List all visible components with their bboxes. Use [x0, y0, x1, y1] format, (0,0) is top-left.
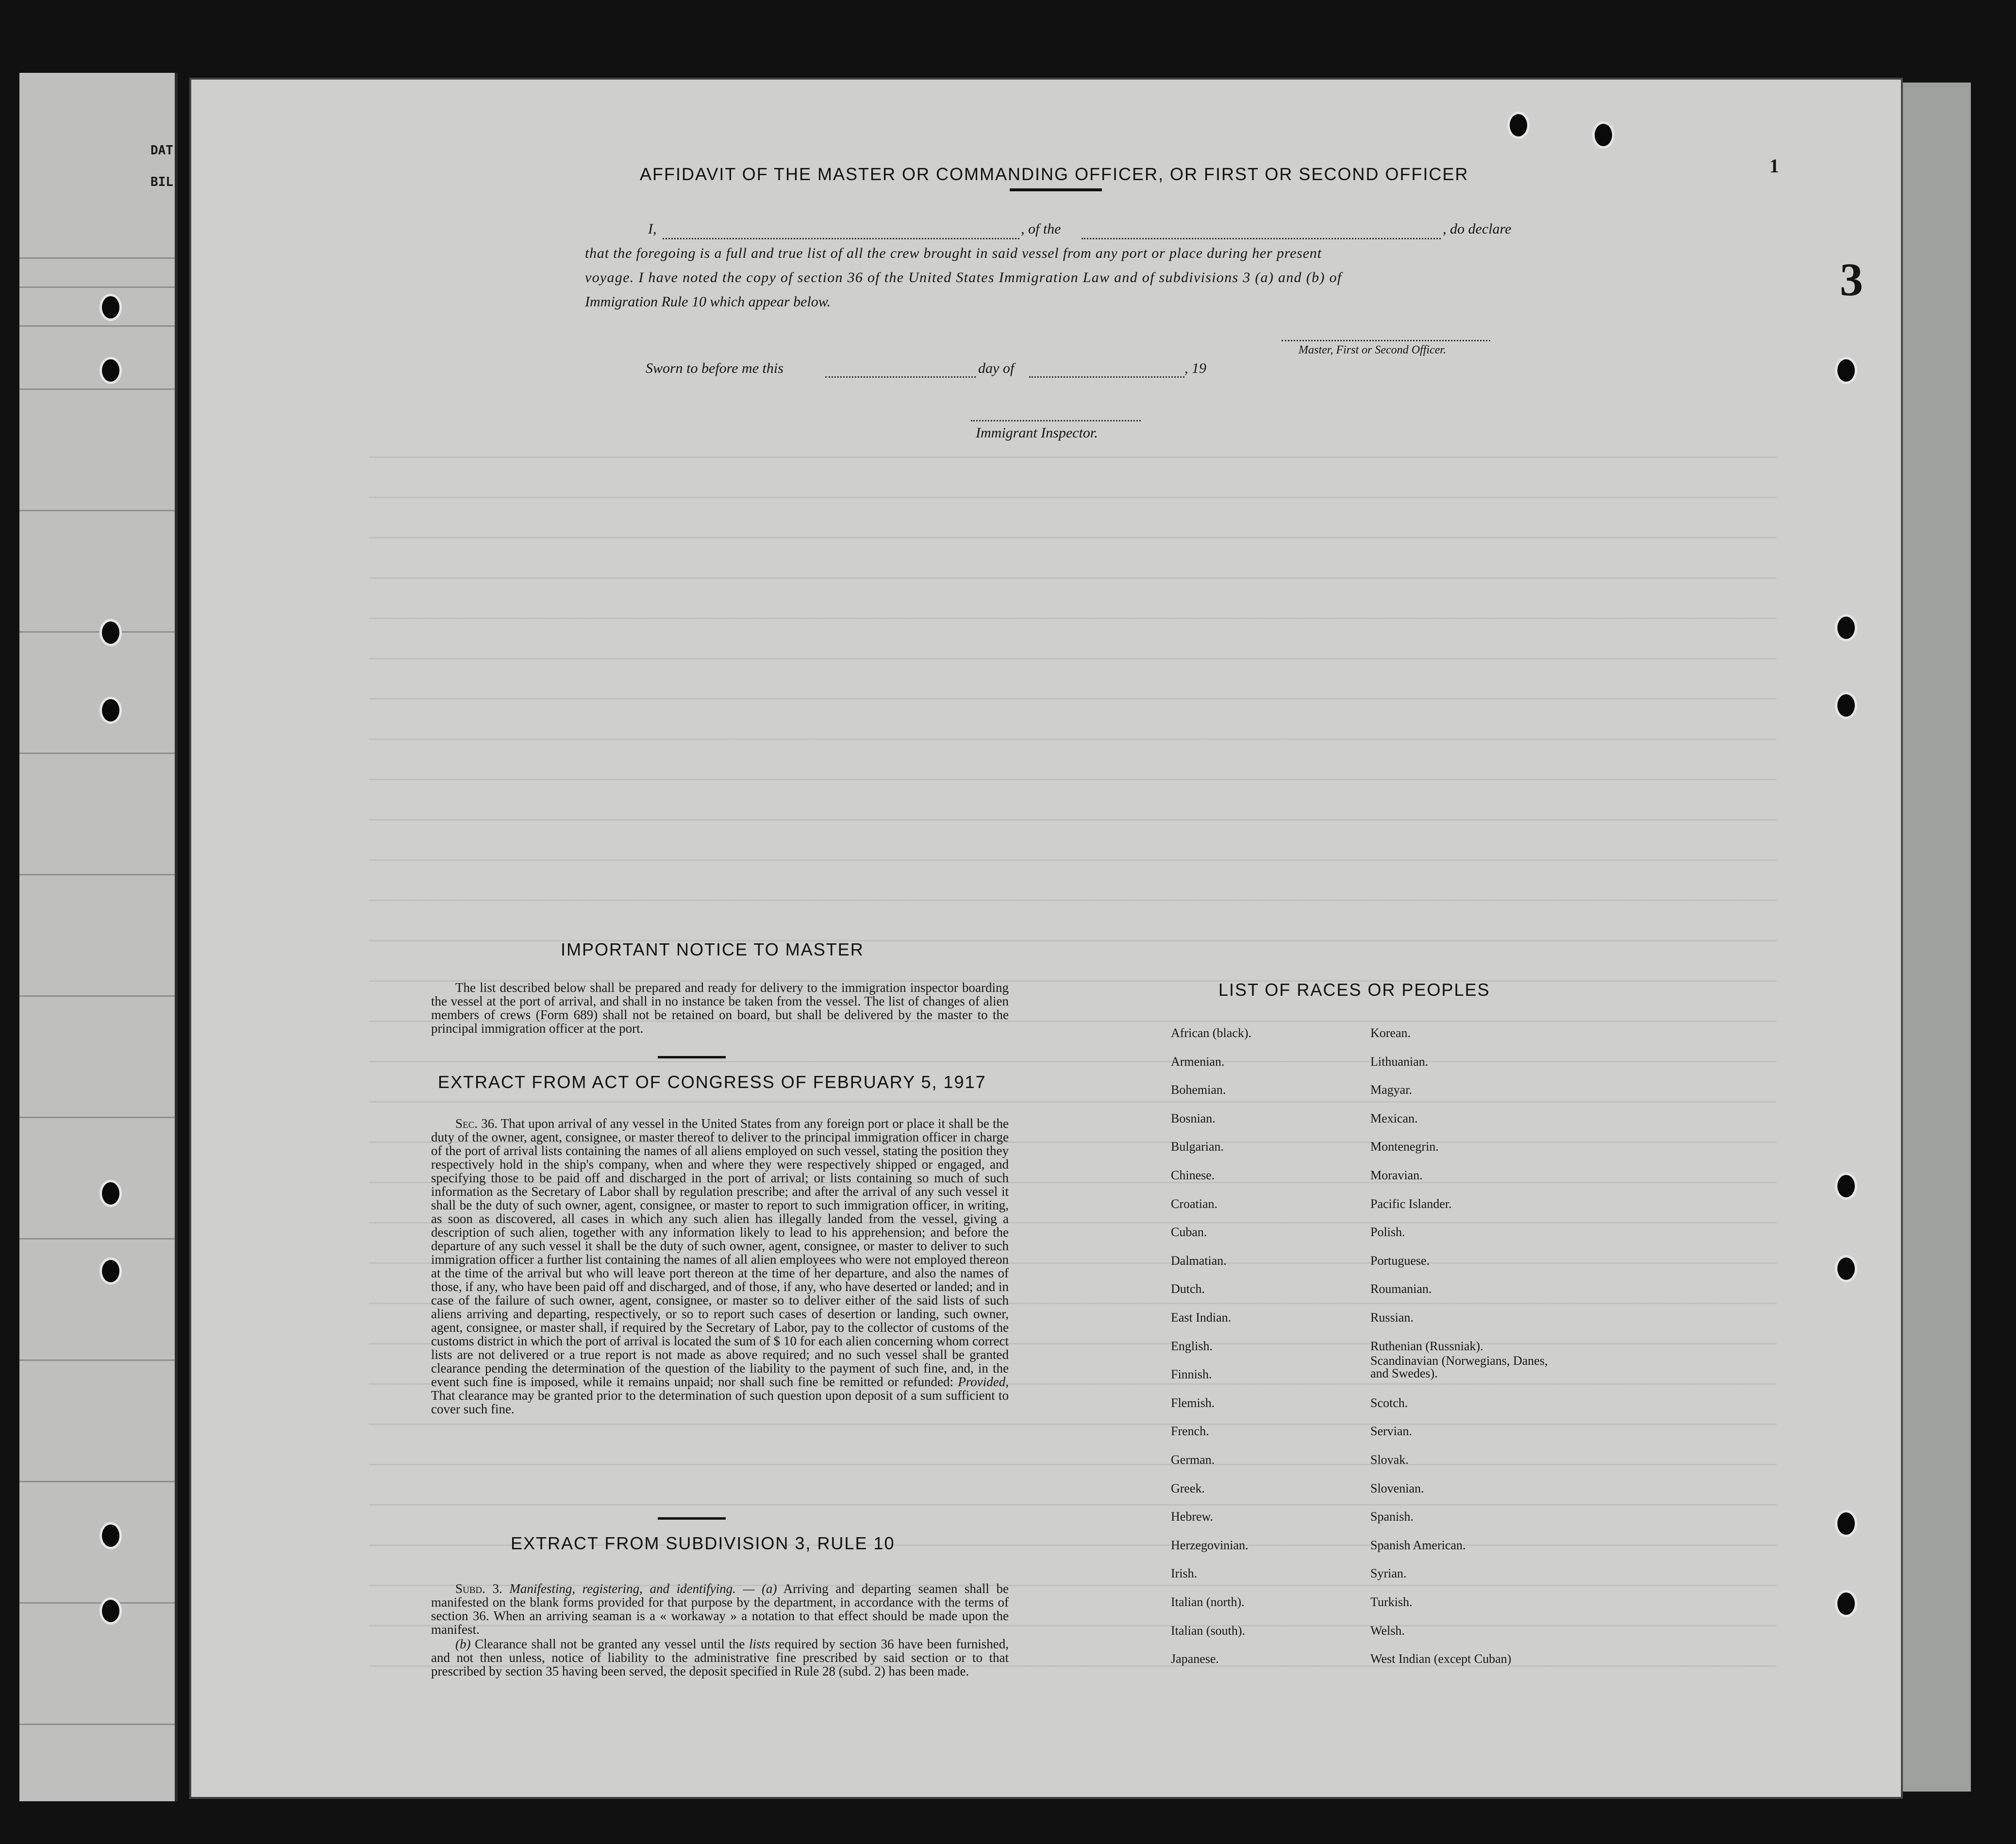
subd-label: Subd. 3.: [455, 1581, 502, 1596]
proviso-label: Provided,: [958, 1375, 1009, 1389]
race-item: German.: [1171, 1453, 1215, 1467]
page-hole: [1835, 357, 1857, 384]
race-item: Roumanian.: [1370, 1282, 1432, 1296]
affidavit-title: AFFIDAVIT OF THE MASTER OR COMMANDING OFFICER, OR FIRST OR SECOND OFFICER: [640, 164, 1469, 184]
affidavit-line4: Immigration Rule 10 which appear below.: [585, 294, 831, 310]
race-item: Russian.: [1370, 1310, 1414, 1324]
race-item: Dalmatian.: [1171, 1253, 1227, 1268]
race-item: Moravian.: [1370, 1168, 1423, 1182]
race-item: Pacific Islander.: [1370, 1196, 1452, 1211]
page-hole: [1835, 1590, 1857, 1617]
race-item: West Indian (except Cuban): [1370, 1652, 1512, 1666]
race-item: Bohemian.: [1171, 1083, 1226, 1097]
b-text-1: Clearance shall not be granted any vessel until the: [475, 1637, 745, 1651]
races-title: LIST OF RACES OR PEOPLES: [1218, 980, 1490, 1000]
section-text: That upon arrival of any vessel in the United States from any foreign port or place it shall be the duty of the owner, agent, consignee, or master thereof to deliver to the principal immigration officer in charge of the port of arrival lists containing the names of all aliens employed on such vessel, stating the position they respectively hold in the ship's company, when and where they were respectively shipped or engaged, and specifying those to be paid off and discharged in the port of arrival; or lists containing so much of such information as the Secretary of Labor shall by regulation prescribe; and after the arrival of any such vessel it shall be the duty of such owner, agent, consignee, or master to report to such immigration officer, in writing, as soon as discovered, all cases in which any such alien has illegally landed from the vessel, giving a description of such alien, together with any information likely to lead to his apprehension; and before the departure of any such vessel it shall be the duty of such owner, agent, consignee, or master to deliver to such immigration officer a further list containing the names of all alien employees who were not employed thereon at the time of the arrival but who will leave port thereon at the time of her departure, and also the names of those, if any, who have been paid off and discharged, and of those, if any, who have deserted or landed; and in case of the failure of such owner, agent, consignee, or master so to deliver either of the said lists of such aliens arriving and departing, respectively, or so to report such cases of desertion or landing, such owner, agent, consignee, or master shall, if required by the Secretary of Labor, pay to the collector of customs of the customs district in which the port of arrival is located the sum of $ 10 for each alien concerning whom correct lists are not delivered or a true report is not made as above required; and no such vessel shall be granted clearance pending the determination of the question of the liability to the payment of such fine, and, in the event such fine is imposed, while it remains unpaid; nor shall such fine be remitted or refunded:: [431, 1116, 1009, 1389]
sworn-start: Sworn to before me this: [646, 360, 783, 376]
race-item: Dutch.: [1171, 1282, 1205, 1296]
race-item: Slovenian.: [1370, 1481, 1424, 1495]
extract-rule-body-b: [431, 1637, 1009, 1678]
race-item: Scotch.: [1370, 1395, 1408, 1410]
right-edge-number: 3: [1840, 253, 1863, 305]
binder-hole: [100, 357, 122, 384]
strip-label-bill: BIL: [150, 175, 173, 189]
race-item: East Indian.: [1171, 1310, 1232, 1324]
bleed-through-area: [369, 422, 1777, 1685]
title-rule: [1010, 188, 1102, 191]
affidavit-line2: that the foregoing is a full and true list of all the crew brought in said vessel from any port or place during her present: [585, 245, 1322, 261]
top-right-number: 1: [1769, 155, 1779, 177]
race-item: Ruthenian (Russniak).: [1370, 1339, 1483, 1353]
race-item: Cuban.: [1171, 1225, 1207, 1240]
extract-rule-title: EXTRACT FROM SUBDIVISION 3, RULE 10: [511, 1533, 895, 1553]
race-item: Syrian.: [1370, 1566, 1407, 1581]
section-label: Sec. 36.: [455, 1116, 498, 1131]
race-item: Chinese.: [1171, 1168, 1215, 1182]
binder-strip: [19, 73, 178, 1801]
race-item: Welsh.: [1370, 1623, 1405, 1638]
race-item: Armenian.: [1171, 1054, 1225, 1069]
sworn-end: , 19: [1184, 360, 1206, 376]
binder-hole: [100, 1597, 122, 1625]
race-item: African (black).: [1171, 1026, 1252, 1040]
race-item: Portuguese.: [1370, 1253, 1430, 1268]
sworn-day-blank: [825, 376, 976, 378]
extract-act-body: [431, 1117, 1009, 1416]
page-hole: [1507, 112, 1530, 139]
race-item: Montenegrin.: [1370, 1140, 1439, 1154]
master-signature-line: [1282, 340, 1490, 341]
master-signature-label: Master, First or Second Officer.: [1299, 344, 1446, 356]
race-item: Japanese.: [1171, 1652, 1219, 1666]
race-item: Lithuanian.: [1370, 1054, 1429, 1069]
race-item: Herzegovinian.: [1171, 1538, 1249, 1552]
binder-hole: [100, 619, 122, 646]
proviso-text: That clearance may be granted prior to the determination of such question upon deposit of a sum sufficient to cover such fine.: [431, 1388, 1009, 1416]
race-item: Italian (south).: [1171, 1623, 1246, 1638]
page-hole: [1835, 692, 1857, 719]
page-right-edge: [1893, 83, 1971, 1792]
notice-rule: [658, 1056, 726, 1058]
race-item: Finnish.: [1171, 1367, 1212, 1382]
race-item: Mexican.: [1370, 1111, 1418, 1125]
race-item: Spanish.: [1370, 1509, 1414, 1524]
notice-body: The list described below shall be prepared and ready for delivery to the immigration inspector boarding the vessel at the port of arrival, and shall in no instance be taken from the vessel. The list of changes of alien members of crews (Form 689) shall not be retained on board, but shall be delivered by the master to the principal immigration officer at the port.: [431, 980, 1009, 1036]
extract-rule-body-a: [431, 1582, 1009, 1636]
race-item: Scandinavian (Norwegians, Danes, and Swedes).: [1370, 1353, 1548, 1380]
page-hole: [1835, 1510, 1857, 1537]
subd-text: Arriving and departing seamen shall be manifested on the blank forms provided for that purpose by the department, in accordance with the terms of section 36. When an arriving seaman is a « workaway » a notation to that effect should be made upon the manifest.: [431, 1581, 1009, 1637]
race-item: Irish.: [1171, 1566, 1198, 1581]
affidavit-line1-end: , do declare: [1443, 221, 1512, 237]
race-item: Bosnian.: [1171, 1111, 1216, 1125]
affidavit-line1-mid: , of the: [1021, 221, 1061, 237]
binder-hole: [100, 1180, 122, 1207]
race-item: Turkish.: [1370, 1595, 1413, 1609]
name-blank: [663, 238, 1019, 239]
affidavit-line1-start: I,: [648, 221, 657, 237]
binder-hole: [100, 1257, 122, 1285]
page-hole: [1592, 121, 1615, 149]
race-item: Slovak.: [1370, 1453, 1409, 1467]
race-item: English.: [1171, 1339, 1213, 1353]
binder-hole: [100, 294, 122, 321]
race-item: Bulgarian.: [1171, 1140, 1224, 1154]
race-item: Hebrew.: [1171, 1509, 1214, 1524]
race-item: Greek.: [1171, 1481, 1205, 1495]
race-item: Servian.: [1370, 1424, 1412, 1439]
race-item: Italian (north).: [1171, 1595, 1245, 1609]
race-item: Polish.: [1370, 1225, 1405, 1240]
race-item: Magyar.: [1370, 1083, 1412, 1097]
inspector-label: Immigrant Inspector.: [976, 425, 1098, 441]
b-label: (b): [455, 1637, 471, 1651]
strip-label-date: DAT: [150, 143, 173, 158]
b-lists: lists: [749, 1637, 770, 1651]
vessel-blank: [1082, 238, 1441, 239]
extract-act-title: EXTRACT FROM ACT OF CONGRESS OF FEBRUARY 5, 1917: [438, 1072, 986, 1092]
race-item: Flemish.: [1171, 1395, 1215, 1410]
b-text-2: required by section 36 have been furnished, and not then unless, notice of liability to the administrative fine prescribed by said section or to that prescribed by section 35 having been served, the deposit specified in Rule 28 (subd. 2) has been made.: [431, 1637, 1009, 1678]
binder-hole: [100, 697, 122, 724]
race-item: French.: [1171, 1424, 1209, 1439]
affidavit-line3: voyage. I have noted the copy of section 36 of the United States Immigration Law and of subdivisions 3 (a) and (b) of: [585, 269, 1342, 285]
page-hole: [1835, 1173, 1857, 1200]
inspector-signature-line: [971, 420, 1141, 421]
page-hole: [1835, 1255, 1857, 1282]
sworn-mid: day of: [978, 360, 1015, 376]
notice-title: IMPORTANT NOTICE TO MASTER: [561, 939, 864, 959]
act-rule: [658, 1517, 726, 1520]
race-item: Spanish American.: [1370, 1538, 1466, 1552]
sworn-month-blank: [1029, 376, 1184, 378]
race-item: Korean.: [1370, 1026, 1411, 1040]
race-item: Croatian.: [1171, 1196, 1218, 1211]
subd-heading: Manifesting, registering, and identifying. — (a): [509, 1581, 777, 1596]
page-hole: [1835, 614, 1857, 641]
binder-hole: [100, 1522, 122, 1549]
